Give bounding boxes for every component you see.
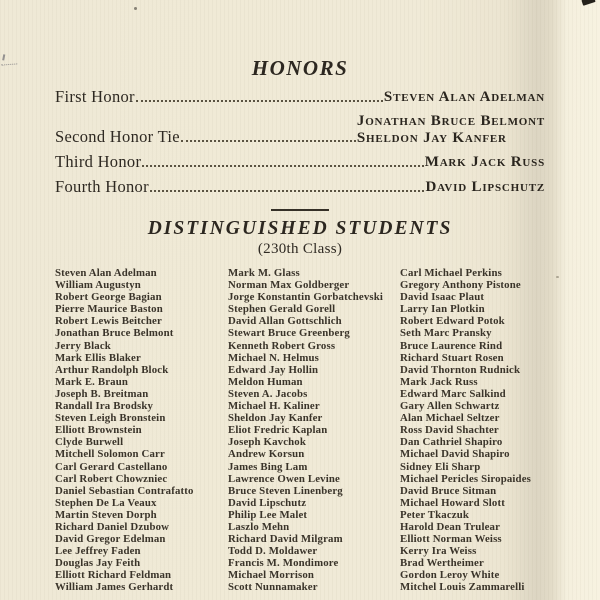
honor-label: Third Honor bbox=[55, 152, 142, 171]
honor-recipient-name: Jonathan Bruce Belmont bbox=[356, 113, 545, 129]
student-name: Richard Daniel Dzubow bbox=[55, 520, 170, 533]
student-name: Douglas Jay Feith bbox=[55, 557, 141, 570]
honor-recipient bbox=[425, 154, 545, 171]
honor-label: First Honor bbox=[55, 87, 135, 106]
honor-row bbox=[55, 178, 545, 196]
honor-label: Second Honor Tie bbox=[55, 127, 180, 146]
class-subtitle: (230th Class) bbox=[257, 241, 343, 257]
student-columns bbox=[55, 267, 545, 594]
honor-row bbox=[55, 88, 545, 106]
student-name: Kerry Ira Weiss bbox=[400, 545, 477, 558]
student-name: Elliott Brownstein bbox=[55, 424, 142, 437]
student-name: Andrew Korsun bbox=[228, 448, 305, 461]
student-name: Larry Ian Plotkin bbox=[400, 303, 485, 316]
honor-recipient-name: Steven Alan Adelman bbox=[383, 89, 545, 105]
student-name: Robert Edward Potok bbox=[400, 315, 505, 328]
student-name: Carl Gerard Castellano bbox=[55, 460, 168, 473]
student-name: Bruce Laurence Rind bbox=[400, 339, 503, 352]
honor-recipient bbox=[357, 113, 545, 146]
student-name: Jerry Black bbox=[55, 339, 111, 352]
student-column bbox=[400, 267, 545, 594]
student-name: Stewart Bruce Greenberg bbox=[228, 327, 350, 340]
student-name: Jorge Konstantin Gorbatchevski bbox=[228, 291, 384, 304]
honor-recipient bbox=[384, 89, 545, 106]
student-name: Joseph Kavchok bbox=[228, 436, 306, 449]
student-name: David Allan Gottschlich bbox=[228, 315, 342, 328]
student-name: Richard Stuart Rosen bbox=[400, 351, 504, 364]
student-name: Carl Robert Chowzniec bbox=[55, 472, 168, 485]
honor-row bbox=[55, 113, 545, 146]
student-name: Michael David Shapiro bbox=[400, 448, 510, 461]
student-name: Mitchell Solomon Carr bbox=[55, 448, 165, 461]
student-name: Elliott Richard Feldman bbox=[55, 569, 172, 582]
student-name: Stephen De La Veaux bbox=[55, 496, 157, 509]
student-name: Dan Cathriel Shapiro bbox=[400, 436, 503, 449]
student-name: David Thornton Rudnick bbox=[400, 363, 521, 376]
student-name: Edward Jay Hollin bbox=[228, 363, 319, 376]
student-name: Philip Lee Malet bbox=[228, 508, 308, 521]
honor-row bbox=[55, 153, 545, 171]
student-name: Robert George Bagian bbox=[55, 291, 162, 304]
honor-recipient bbox=[425, 179, 545, 196]
student-name: Robert Lewis Beitcher bbox=[55, 315, 162, 328]
student-name: Alan Michael Seltzer bbox=[400, 412, 500, 425]
student-column bbox=[55, 267, 228, 594]
honor-label: Fourth Honor bbox=[55, 177, 149, 196]
student-name: Laszlo Mehn bbox=[228, 520, 290, 533]
honor-recipient-name: Sheldon Jay Kanfer bbox=[356, 129, 507, 146]
student-name: Bruce Steven Linenberg bbox=[228, 484, 343, 497]
student-name: Steven Leigh Bronstein bbox=[55, 412, 166, 425]
student-name: Brad Wertheimer bbox=[400, 557, 484, 570]
student-name: Todd D. Moldawer bbox=[228, 545, 318, 558]
student-name: Clyde Burwell bbox=[55, 436, 124, 449]
student-name: James Bing Lam bbox=[228, 460, 308, 473]
student-name: Kenneth Robert Gross bbox=[228, 339, 336, 352]
student-name: Edward Marc Salkind bbox=[400, 387, 506, 400]
student-name: David Isaac Plaut bbox=[400, 291, 485, 304]
student-name: Gary Allen Schwartz bbox=[400, 400, 500, 413]
student-name: Martin Steven Dorph bbox=[55, 508, 157, 521]
student-name: Stephen Gerald Gorell bbox=[228, 303, 336, 316]
student-name: David Gregor Edelman bbox=[55, 533, 166, 546]
student-name: Seth Marc Pransky bbox=[400, 327, 492, 340]
student-name: Michael H. Kaliner bbox=[228, 400, 320, 413]
student-name: David Lipschutz bbox=[228, 496, 307, 509]
corner-ink-mark bbox=[581, 0, 595, 6]
student-name: Randall Ira Brodsky bbox=[55, 400, 154, 413]
student-name: Francis M. Mondimore bbox=[228, 557, 339, 570]
student-name: Mark Jack Russ bbox=[400, 375, 478, 388]
student-name: Meldon Human bbox=[228, 375, 303, 388]
student-name: Steven A. Jacobs bbox=[228, 387, 308, 400]
student-name: Peter Tkaczuk bbox=[400, 508, 470, 521]
student-name: David Bruce Sitman bbox=[400, 484, 497, 497]
distinguished-students-title: DISTINGUISHED STUDENTS bbox=[147, 218, 453, 239]
student-name: Jonathan Bruce Belmont bbox=[55, 327, 174, 340]
student-name: Sheldon Jay Kanfer bbox=[228, 412, 323, 425]
student-name: Gordon Leroy White bbox=[400, 569, 500, 582]
paper-speck bbox=[556, 276, 559, 278]
student-name: Arthur Randolph Block bbox=[55, 363, 169, 376]
student-name: Mark Ellis Blaker bbox=[55, 351, 141, 364]
student-name: Joseph B. Breitman bbox=[55, 387, 149, 400]
student-name: Mitchel Louis Zammarelli bbox=[400, 581, 525, 594]
student-name: Michael Morrison bbox=[228, 569, 315, 582]
student-name: Michael N. Helmus bbox=[228, 351, 320, 364]
section-divider bbox=[271, 209, 329, 211]
student-name: Pierre Maurice Baston bbox=[55, 303, 163, 316]
student-name: Mark M. Glass bbox=[228, 267, 300, 279]
student-name: Harold Dean Trulear bbox=[400, 520, 501, 533]
dotted-leader bbox=[150, 190, 425, 192]
student-name: William Augustyn bbox=[55, 279, 141, 292]
student-name: Steven Alan Adelman bbox=[55, 267, 157, 279]
honors-list bbox=[55, 88, 545, 196]
student-name: Sidney Eli Sharp bbox=[400, 460, 481, 473]
student-name: Daniel Sebastian Contrafatto bbox=[55, 484, 194, 497]
student-name: Michael Pericles Siropaides bbox=[400, 472, 531, 485]
dotted-leader bbox=[142, 165, 423, 167]
student-name: Eliot Fredric Kaplan bbox=[228, 424, 328, 437]
honor-recipient-name: David Lipschutz bbox=[425, 179, 545, 195]
dotted-leader bbox=[136, 100, 383, 102]
student-name: Michael Howard Slott bbox=[400, 496, 505, 509]
student-name: Norman Max Goldberger bbox=[228, 279, 350, 292]
dotted-leader bbox=[181, 140, 356, 142]
student-name: William James Gerhardt bbox=[55, 581, 174, 594]
student-name: Ross David Shachter bbox=[400, 424, 499, 437]
student-name: Carl Michael Perkins bbox=[400, 267, 502, 279]
page-content bbox=[55, 0, 545, 594]
student-name: Scott Nunnamaker bbox=[228, 581, 318, 594]
student-name: Lawrence Owen Levine bbox=[228, 472, 340, 485]
student-name: Elliott Norman Weiss bbox=[400, 533, 502, 546]
honors-title: HONORS bbox=[251, 56, 349, 80]
student-column bbox=[228, 267, 400, 594]
student-name: Lee Jeffrey Faden bbox=[55, 545, 141, 558]
honor-recipient-name: Mark Jack Russ bbox=[424, 154, 545, 170]
student-name: Richard David Milgram bbox=[228, 533, 343, 546]
student-name: Gregory Anthony Pistone bbox=[400, 279, 521, 292]
pen-mark bbox=[1, 56, 18, 65]
student-name: Mark E. Braun bbox=[55, 375, 129, 388]
